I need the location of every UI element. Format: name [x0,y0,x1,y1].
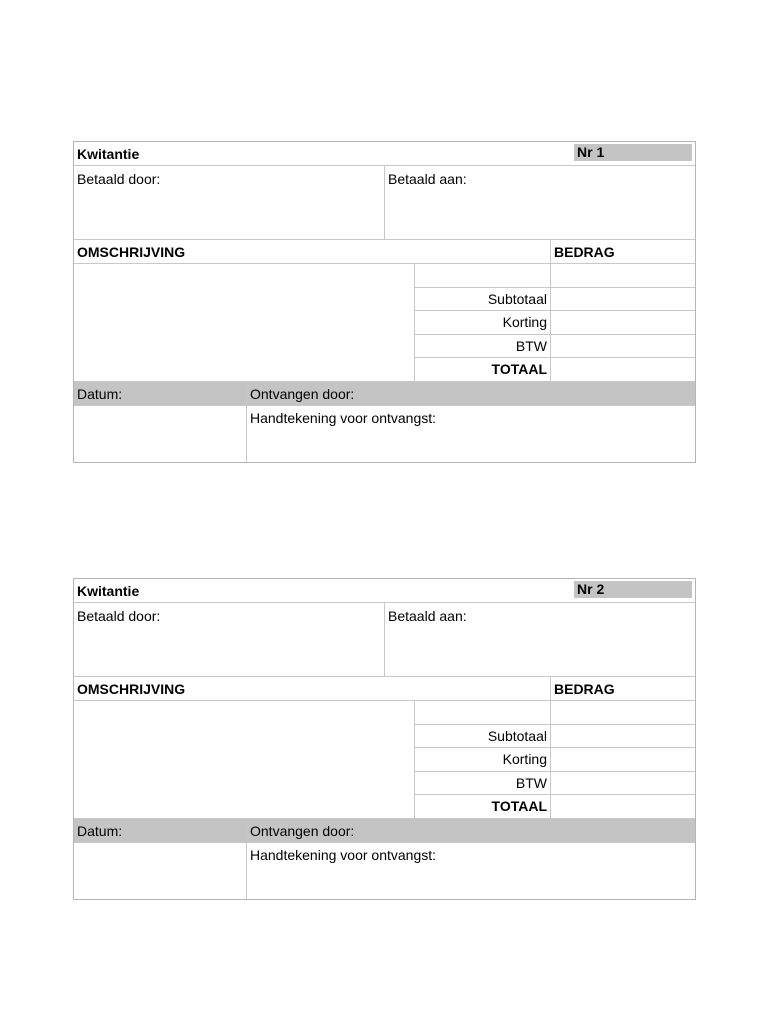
description-header: OMSCHRIJVING [74,677,551,700]
vat-value[interactable] [551,335,695,358]
signature-row [74,406,695,462]
receipt-title: Kwitantie [77,146,140,162]
description-field[interactable] [74,701,415,818]
receipt-title: Kwitantie [77,583,140,599]
receipt-number: Nr 2 [574,581,692,598]
paid-by-field[interactable]: Betaald door: [74,166,385,239]
blank-amount-value[interactable] [551,701,695,724]
description-header: OMSCHRIJVING [74,240,551,263]
totals-block [415,701,695,818]
total-value[interactable] [551,795,695,818]
vat-label: BTW [415,772,551,795]
date-field[interactable] [74,843,247,899]
blank-amount-row [415,701,695,725]
payment-parties-row [74,603,695,677]
discount-row [415,748,695,772]
discount-value[interactable] [551,748,695,771]
amount-header: BEDRAG [554,244,615,260]
paid-to-field[interactable]: Betaald aan: [388,608,467,624]
subtotal-row [415,288,695,312]
discount-value[interactable] [551,311,695,334]
items-header-row [74,677,695,701]
received-by-label: Ontvangen door: [250,823,355,839]
vat-row [415,335,695,359]
totals-block [415,264,695,381]
discount-label: Korting [415,311,551,334]
payment-parties-row [74,166,695,240]
subtotal-label: Subtotaal [415,288,551,311]
date-label: Datum: [74,819,247,842]
blank-amount-label [415,701,551,724]
total-row [415,358,695,381]
discount-label: Korting [415,748,551,771]
paid-to-field[interactable]: Betaald aan: [388,171,467,187]
items-header-row [74,240,695,264]
date-received-row [74,819,695,843]
vat-value[interactable] [551,772,695,795]
receipt-number-cell [571,579,695,602]
receipt-2 [73,578,696,900]
blank-amount-row [415,264,695,288]
receipt-number: Nr 1 [574,144,692,161]
items-body-row [74,701,695,819]
subtotal-value[interactable] [551,288,695,311]
receipt-title-row [74,579,695,603]
amount-header: BEDRAG [554,681,615,697]
subtotal-label: Subtotaal [415,725,551,748]
total-label: TOTAAL [415,795,551,818]
receipt-1 [73,141,696,463]
date-label: Datum: [74,382,247,405]
blank-amount-value[interactable] [551,264,695,287]
items-body-row [74,264,695,382]
discount-row [415,311,695,335]
vat-label: BTW [415,335,551,358]
blank-amount-label [415,264,551,287]
vat-row [415,772,695,796]
received-by-label: Ontvangen door: [250,386,355,402]
receipt-title-row [74,142,695,166]
signature-row [74,843,695,899]
total-label: TOTAAL [415,358,551,381]
total-row [415,795,695,818]
subtotal-value[interactable] [551,725,695,748]
description-field[interactable] [74,264,415,381]
signature-field[interactable]: Handtekening voor ontvangst: [250,847,437,863]
signature-field[interactable]: Handtekening voor ontvangst: [250,410,437,426]
date-field[interactable] [74,406,247,462]
receipt-number-cell [571,142,695,165]
subtotal-row [415,725,695,749]
paid-by-field[interactable]: Betaald door: [74,603,385,676]
total-value[interactable] [551,358,695,381]
date-received-row [74,382,695,406]
